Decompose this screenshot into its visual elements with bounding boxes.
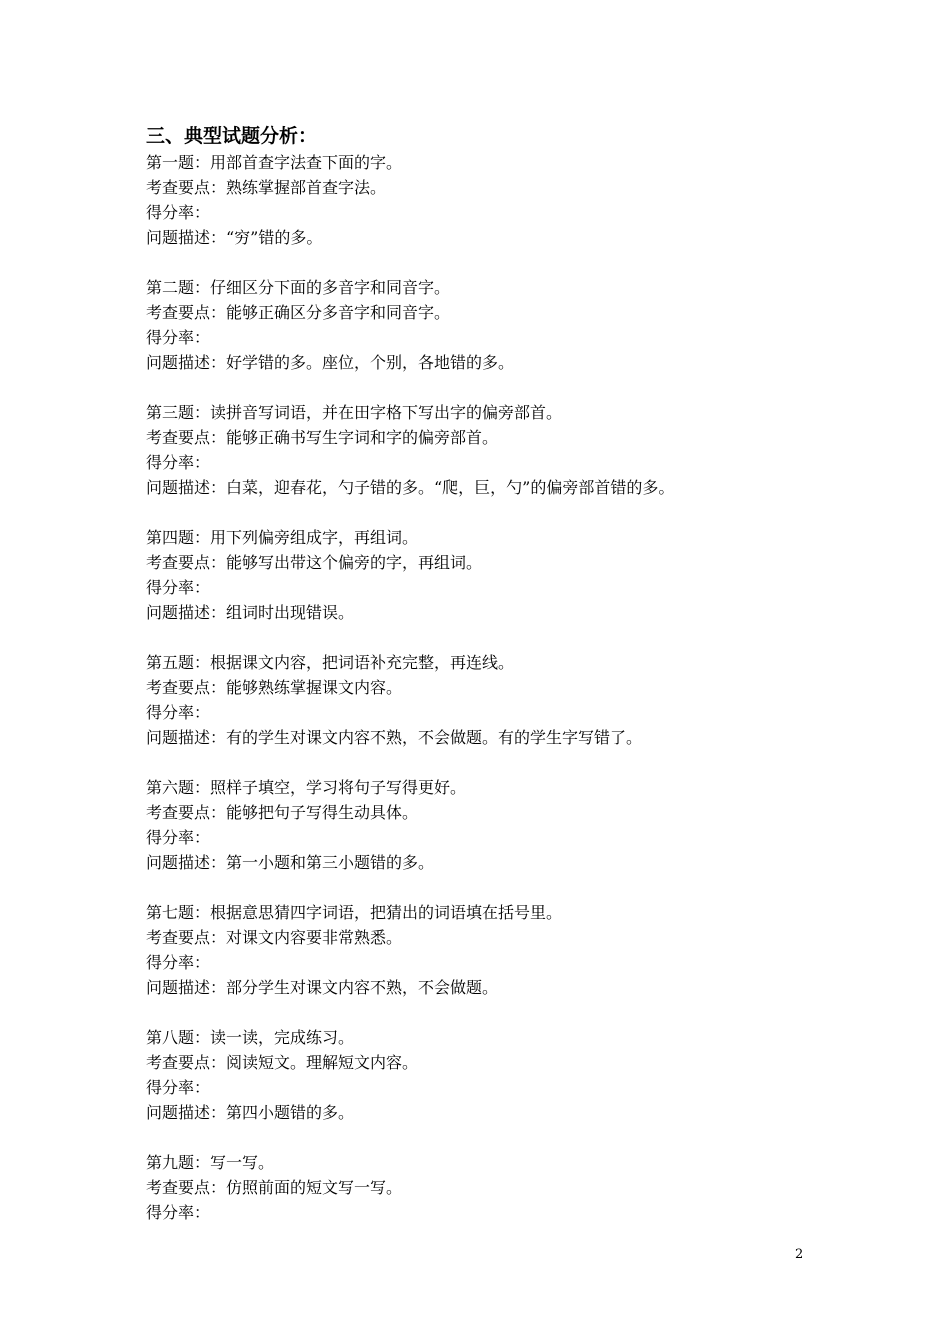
score-rate: 得分率： (146, 953, 211, 972)
problem-description: 问题描述：有的学生对课文内容不熟，不会做题。有的学生字写错了。 (146, 728, 643, 747)
question-title: 第三题：读拼音写词语，并在田字格下写出字的偏旁部首。 (146, 403, 563, 422)
score-rate: 得分率： (146, 453, 211, 472)
question-7 (146, 900, 846, 1000)
problem-description: 问题描述：好学错的多。座位，个别，各地错的多。 (146, 353, 515, 372)
document-body (146, 122, 846, 1250)
question-6 (146, 775, 846, 875)
problem-description: 问题描述：白菜，迎春花，勺子错的多。“爬，巨，勺”的偏旁部首错的多。 (146, 478, 675, 497)
score-rate: 得分率： (146, 1078, 211, 1097)
question-2 (146, 275, 846, 375)
key-point: 考查要点：能够写出带这个偏旁的字，再组词。 (146, 553, 483, 572)
key-point: 考查要点：仿照前面的短文写一写。 (146, 1178, 403, 1197)
key-point: 考查要点：能够把句子写得生动具体。 (146, 803, 419, 822)
key-point: 考查要点：能够正确书写生字词和字的偏旁部首。 (146, 428, 499, 447)
problem-description: 问题描述：第一小题和第三小题错的多。 (146, 853, 435, 872)
key-point: 考查要点：阅读短文。理解短文内容。 (146, 1053, 419, 1072)
problem-description: 问题描述：部分学生对课文内容不熟，不会做题。 (146, 978, 499, 997)
question-9 (146, 1150, 846, 1225)
key-point: 考查要点：熟练掌握部首查字法。 (146, 178, 387, 197)
score-rate: 得分率： (146, 828, 211, 847)
question-title: 第八题：读一读，完成练习。 (146, 1028, 355, 1047)
question-title: 第七题：根据意思猜四字词语，把猜出的词语填在括号里。 (146, 903, 563, 922)
problem-description: 问题描述：“穷”错的多。 (146, 228, 323, 247)
question-title: 第一题：用部首查字法查下面的字。 (146, 153, 403, 172)
key-point: 考查要点：能够熟练掌握课文内容。 (146, 678, 403, 697)
page-number: 2 (795, 1247, 804, 1262)
score-rate: 得分率： (146, 1203, 211, 1222)
question-3 (146, 400, 846, 500)
problem-description: 问题描述：第四小题错的多。 (146, 1103, 355, 1122)
question-1 (146, 150, 846, 250)
question-8 (146, 1025, 846, 1125)
score-rate: 得分率： (146, 578, 211, 597)
question-4 (146, 525, 846, 625)
question-5 (146, 650, 846, 750)
problem-description: 问题描述：组词时出现错误。 (146, 603, 355, 622)
score-rate: 得分率： (146, 703, 211, 722)
score-rate: 得分率： (146, 203, 211, 222)
question-title: 第五题：根据课文内容，把词语补充完整，再连线。 (146, 653, 515, 672)
key-point: 考查要点：能够正确区分多音字和同音字。 (146, 303, 451, 322)
question-title: 第九题：写一写。 (146, 1153, 275, 1172)
question-title: 第四题：用下列偏旁组成字，再组词。 (146, 528, 419, 547)
question-title: 第六题：照样子填空，学习将句子写得更好。 (146, 778, 467, 797)
section-heading: 三、典型试题分析： (146, 125, 318, 147)
score-rate: 得分率： (146, 328, 211, 347)
key-point: 考查要点：对课文内容要非常熟悉。 (146, 928, 403, 947)
question-title: 第二题：仔细区分下面的多音字和同音字。 (146, 278, 451, 297)
